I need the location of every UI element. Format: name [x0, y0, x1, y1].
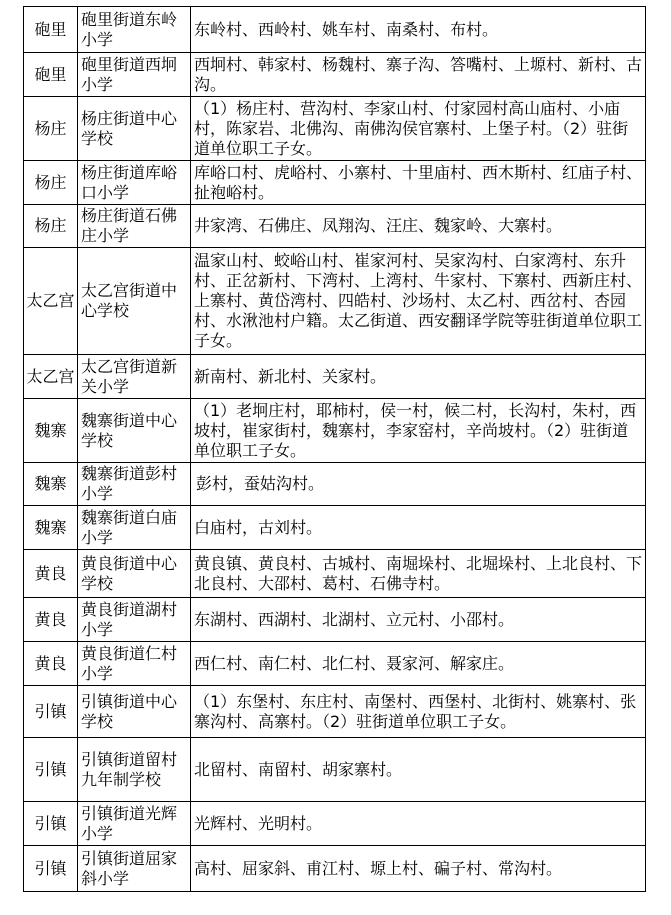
area-cell: 太乙宫	[24, 248, 78, 355]
villages-cell: （1）老坰庄村，耶柿村，侯一村，候二村，长沟村，朱村，西坡村，崔家街村，魏寨村，李家窑村，辛尚坡村。（2）驻街道单位职工子女。	[191, 399, 646, 463]
table-row	[24, 738, 646, 802]
villages-cell: 西坰村、韩家村、杨魏村、寨子沟、答嘴村、上塬村、新村、古沟。	[191, 53, 646, 97]
area-cell: 引镇	[24, 738, 78, 802]
school-cell: 黄良街道湖村小学	[78, 598, 191, 642]
table-row	[24, 846, 646, 892]
area-cell: 引镇	[24, 802, 78, 846]
school-cell: 黄良街道中心学校	[78, 550, 191, 598]
school-district-table	[23, 6, 646, 892]
area-cell: 黄良	[24, 642, 78, 686]
school-cell: 魏寨街道中心学校	[78, 399, 191, 463]
table-row	[24, 686, 646, 738]
villages-cell: （1）杨庄村、营沟村、李家山村、付家园村高山庙村、小庙村，陈家岩、北佛沟、南佛沟侯官寨村、上堡子村。（2）驻街道单位职工子女。	[191, 97, 646, 161]
school-cell: 魏寨街道彭村小学	[78, 463, 191, 506]
table-row	[24, 598, 646, 642]
school-cell: 黄良街道仁村小学	[78, 642, 191, 686]
area-cell: 杨庄	[24, 205, 78, 248]
area-cell: 魏寨	[24, 463, 78, 506]
area-cell: 黄良	[24, 550, 78, 598]
villages-cell: 井家湾、石佛庄、凤翔沟、汪庄、魏家岭、大寨村。	[191, 205, 646, 248]
area-cell: 砲里	[24, 7, 78, 53]
table-row	[24, 550, 646, 598]
school-cell: 引镇街道留村九年制学校	[78, 738, 191, 802]
area-cell: 魏寨	[24, 399, 78, 463]
villages-cell: 东岭村、西岭村、姚车村、南桑村、布村。	[191, 7, 646, 53]
villages-cell: 黄良镇、黄良村、古城村、南堀垛村、北堀垛村、上北良村、下北良村、大邵村、葛村、石佛寺村。	[191, 550, 646, 598]
villages-cell: 新南村、新北村、关家村。	[191, 355, 646, 399]
villages-cell: 彭村，蚕姑沟村。	[191, 463, 646, 506]
area-cell: 砲里	[24, 53, 78, 97]
table-row	[24, 53, 646, 97]
area-cell: 黄良	[24, 598, 78, 642]
villages-cell: 东湖村、西湖村、北湖村、立元村、小邵村。	[191, 598, 646, 642]
area-cell: 杨庄	[24, 97, 78, 161]
school-cell: 杨庄街道库峪口小学	[78, 161, 191, 205]
school-cell: 引镇街道光辉小学	[78, 802, 191, 846]
school-cell: 太乙宫街道中心学校	[78, 248, 191, 355]
table-row	[24, 355, 646, 399]
villages-cell: 北留村、南留村、胡家寨村。	[191, 738, 646, 802]
school-cell: 太乙宫街道新关小学	[78, 355, 191, 399]
villages-cell: （1）东堡村、东庄村、南堡村、西堡村、北街村、姚寨村、张寨沟村、高寨村。（2）驻街道单位职工子女。	[191, 686, 646, 738]
table-row	[24, 7, 646, 53]
school-cell: 杨庄街道中心学校	[78, 97, 191, 161]
table-row	[24, 506, 646, 550]
table-row	[24, 248, 646, 355]
area-cell: 引镇	[24, 686, 78, 738]
school-cell: 引镇街道中心学校	[78, 686, 191, 738]
school-cell: 杨庄街道石佛庄小学	[78, 205, 191, 248]
table-row	[24, 463, 646, 506]
table-row	[24, 802, 646, 846]
villages-cell: 温家山村、蛟峪山村、崔家河村、吴家沟村、白家湾村、东升村、正岔新村、下湾村、上湾村、牛家村、下寨村、西新庄村、上寨村、黄岱湾村、四皓村、沙场村、太乙村、西岔村、杏园村、水湫池村户籍。太乙街道、西安翻译学院等驻街道单位职工子女。	[191, 248, 646, 355]
school-cell: 砲里街道西坰小学	[78, 53, 191, 97]
villages-cell: 光辉村、光明村。	[191, 802, 646, 846]
villages-cell: 高村、屈家斜、甫江村、塬上村、碥子村、常沟村。	[191, 846, 646, 892]
area-cell: 太乙宫	[24, 355, 78, 399]
villages-cell: 西仁村、南仁村、北仁村、聂家河、解家庄。	[191, 642, 646, 686]
table-row	[24, 161, 646, 205]
area-cell: 杨庄	[24, 161, 78, 205]
villages-cell: 白庙村，古刘村。	[191, 506, 646, 550]
villages-cell: 库峪口村、虎峪村、小寨村、十里庙村、西木斯村、红庙子村、扯袍峪村。	[191, 161, 646, 205]
area-cell: 魏寨	[24, 506, 78, 550]
school-cell: 引镇街道屈家斜小学	[78, 846, 191, 892]
school-cell: 魏寨街道白庙小学	[78, 506, 191, 550]
table-row	[24, 97, 646, 161]
table-row	[24, 205, 646, 248]
table-row	[24, 399, 646, 463]
area-cell: 引镇	[24, 846, 78, 892]
school-cell: 砲里街道东岭小学	[78, 7, 191, 53]
table-row	[24, 642, 646, 686]
